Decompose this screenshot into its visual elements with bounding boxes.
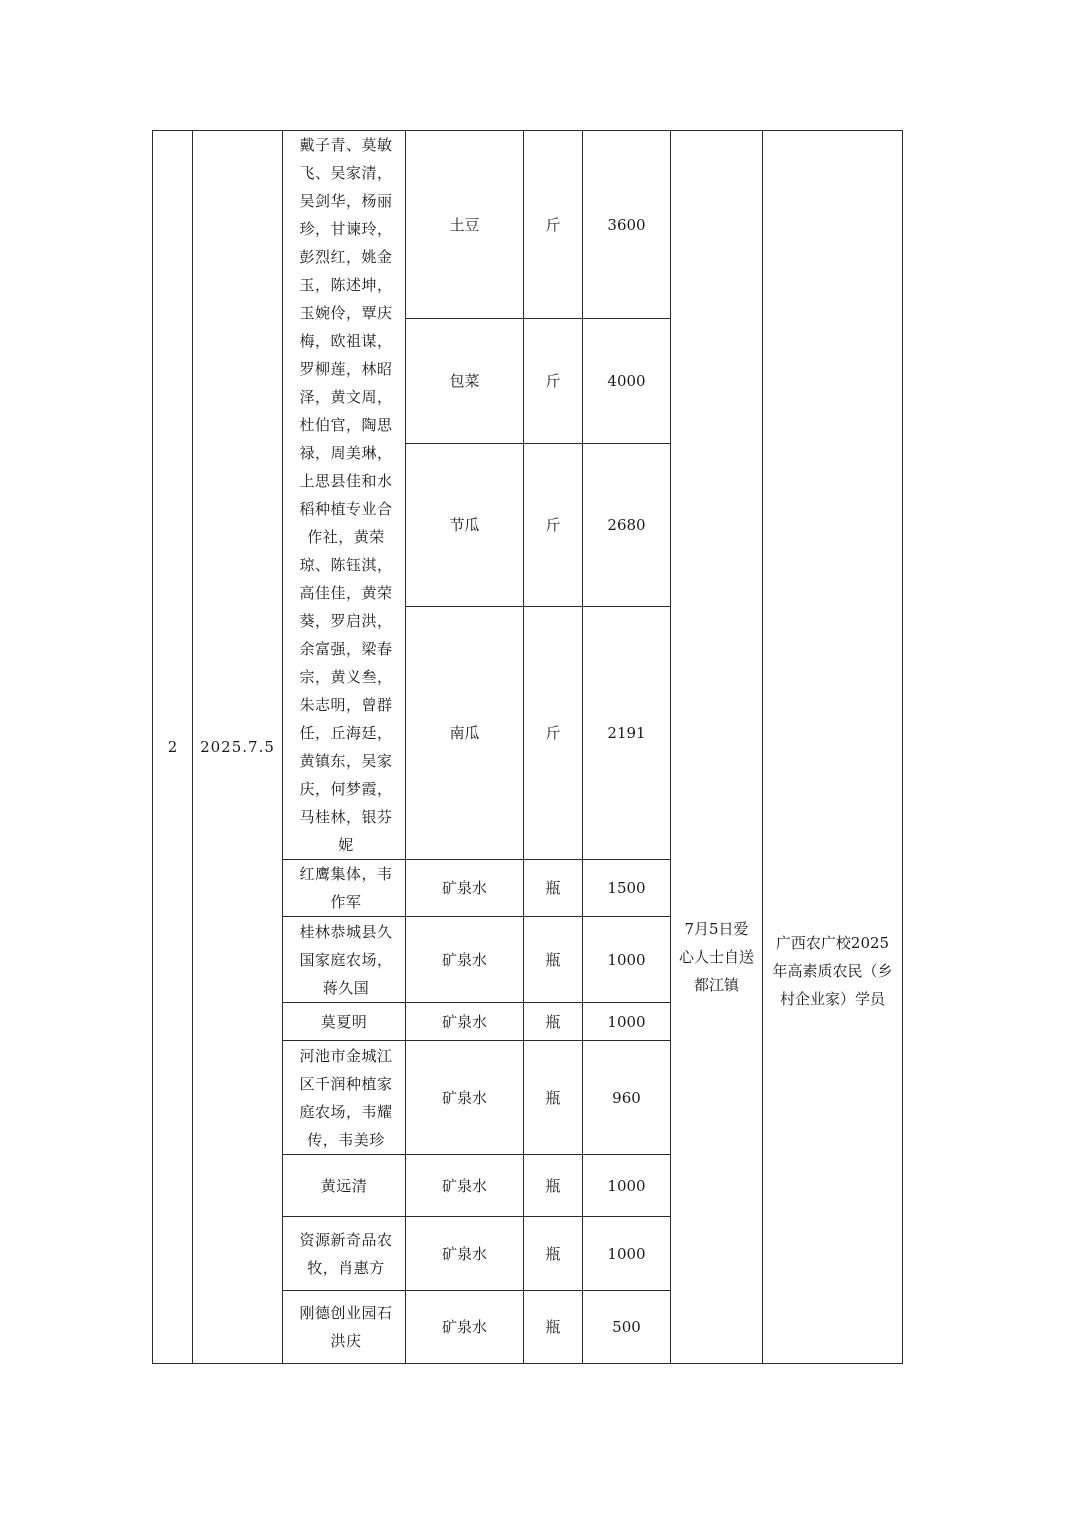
item-cell: 矿泉水 (406, 1041, 524, 1155)
item-cell: 矿泉水 (406, 860, 524, 917)
unit-cell: 瓶 (524, 1291, 583, 1364)
item-cell: 土豆 (406, 131, 524, 319)
qty-cell: 1500 (583, 860, 671, 917)
unit-cell: 瓶 (524, 1155, 583, 1217)
item-cell: 包菜 (406, 319, 524, 444)
donor-cell: 桂林恭城县久国家庭农场，蒋久国 (283, 917, 406, 1003)
donor-cell: 红鹰集体，韦作军 (283, 860, 406, 917)
donation-table (152, 130, 903, 1364)
unit-cell: 斤 (524, 319, 583, 444)
date-cell: 2025.7.5 (193, 131, 283, 1364)
item-cell: 南瓜 (406, 606, 524, 859)
item-cell: 矿泉水 (406, 1217, 524, 1291)
item-cell: 矿泉水 (406, 1291, 524, 1364)
qty-cell: 500 (583, 1291, 671, 1364)
qty-cell: 1000 (583, 1003, 671, 1041)
qty-cell: 4000 (583, 319, 671, 444)
remark-text: 7月5日爱心人士自送都江镇 (678, 920, 754, 994)
qty-cell: 2191 (583, 606, 671, 859)
unit-cell: 瓶 (524, 1217, 583, 1291)
item-cell: 节瓜 (406, 444, 524, 606)
donor-cell: 黄远清 (283, 1155, 406, 1217)
unit-cell: 瓶 (524, 1003, 583, 1041)
unit-cell: 斤 (524, 606, 583, 859)
item-cell: 矿泉水 (406, 917, 524, 1003)
donor-cell: 河池市金城江区千润种植家庭农场，韦耀传，韦美珍 (283, 1041, 406, 1155)
table-row (153, 131, 903, 319)
qty-cell: 1000 (583, 1155, 671, 1217)
qty-cell: 1000 (583, 1217, 671, 1291)
recipient-cell (763, 131, 903, 1364)
qty-cell: 3600 (583, 131, 671, 319)
unit-cell: 瓶 (524, 860, 583, 917)
qty-cell: 960 (583, 1041, 671, 1155)
qty-cell: 1000 (583, 917, 671, 1003)
remark-cell (671, 131, 763, 1364)
unit-cell: 瓶 (524, 1041, 583, 1155)
unit-cell: 瓶 (524, 917, 583, 1003)
recipient-text: 广西农广校2025年高素质农民（乡村企业家）学员 (772, 934, 893, 1008)
seq-cell: 2 (153, 131, 193, 1364)
donor-cell: 刚德创业园石洪庆 (283, 1291, 406, 1364)
qty-cell: 2680 (583, 444, 671, 606)
donor-cell: 戴子青、莫敏飞、吴家清，吴剑华，杨丽珍，甘谏玲，彭烈红，姚金玉，陈述坤，玉婉伶，覃庆梅，欧祖谋，罗柳莲，林昭泽，黄文周，杜伯官，陶思禄，周美琳，上思县佳和水稻种植专业合作社，黄荣琼、陈钰淇，高佳佳，黄荣葵，罗启洪，余富强，梁春宗，黄义叁，朱志明，曾群任，丘海廷，黄镇东，吴家庆，何梦霞，马桂林，银芬妮 (283, 131, 406, 860)
item-cell: 矿泉水 (406, 1003, 524, 1041)
item-cell: 矿泉水 (406, 1155, 524, 1217)
unit-cell: 斤 (524, 444, 583, 606)
donor-cell: 莫夏明 (283, 1003, 406, 1041)
donor-cell: 资源新奇品农牧，肖惠方 (283, 1217, 406, 1291)
unit-cell: 斤 (524, 131, 583, 319)
